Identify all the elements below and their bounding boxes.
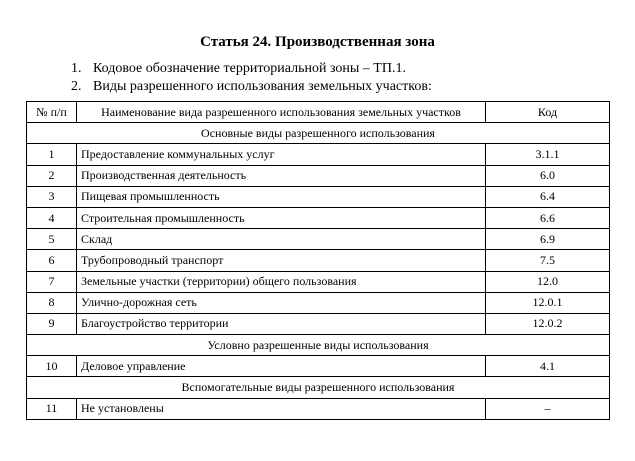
row-number: 5 — [27, 229, 77, 250]
section-title: Вспомогательные виды разрешенного использования — [27, 377, 610, 398]
list-item-text: Кодовое обозначение территориальной зоны – ТП.1. — [93, 61, 406, 76]
row-number: 10 — [27, 356, 77, 377]
table-row — [27, 250, 610, 271]
table-row — [27, 165, 610, 186]
table-row — [27, 186, 610, 207]
row-name: Предоставление коммунальных услуг — [77, 144, 486, 165]
row-name: Строительная промышленность — [77, 207, 486, 228]
row-code: – — [486, 398, 610, 419]
land-use-table — [26, 101, 610, 420]
table-row — [27, 292, 610, 313]
section-row — [27, 335, 610, 356]
row-code: 3.1.1 — [486, 144, 610, 165]
row-number: 11 — [27, 398, 77, 419]
row-number: 1 — [27, 144, 77, 165]
row-name: Улично-дорожная сеть — [77, 292, 486, 313]
row-name: Трубопроводный транспорт — [77, 250, 486, 271]
table-header-row — [27, 102, 610, 123]
row-code: 4.1 — [486, 356, 610, 377]
table-row — [27, 398, 610, 419]
list-item-number: 1. — [71, 61, 82, 76]
row-number: 3 — [27, 186, 77, 207]
section-title: Условно разрешенные виды использования — [27, 335, 610, 356]
row-code: 6.0 — [486, 165, 610, 186]
row-code: 7.5 — [486, 250, 610, 271]
section-row — [27, 377, 610, 398]
row-code: 6.6 — [486, 207, 610, 228]
header-code: Код — [486, 102, 610, 123]
row-number: 4 — [27, 207, 77, 228]
row-code: 6.9 — [486, 229, 610, 250]
row-name: Не установлены — [77, 398, 486, 419]
row-code: 12.0 — [486, 271, 610, 292]
list-item-number: 2. — [71, 79, 82, 94]
header-name: Наименование вида разрешенного использования земельных участков — [77, 102, 486, 123]
row-code: 12.0.1 — [486, 292, 610, 313]
row-code: 6.4 — [486, 186, 610, 207]
table-row — [27, 229, 610, 250]
article-title: Статья 24. Производственная зона — [200, 34, 435, 50]
row-name: Производственная деятельность — [77, 165, 486, 186]
row-number: 6 — [27, 250, 77, 271]
intro-list — [71, 60, 432, 96]
row-number: 7 — [27, 271, 77, 292]
table-row — [27, 356, 610, 377]
section-title: Основные виды разрешенного использования — [27, 123, 610, 144]
list-item — [71, 78, 432, 96]
row-name: Склад — [77, 229, 486, 250]
row-number: 2 — [27, 165, 77, 186]
table-row — [27, 271, 610, 292]
header-num: № п/п — [27, 102, 77, 123]
row-number: 9 — [27, 313, 77, 334]
table-row — [27, 313, 610, 334]
table-body — [27, 123, 610, 420]
section-row — [27, 123, 610, 144]
table-row — [27, 144, 610, 165]
row-name: Земельные участки (территории) общего пользования — [77, 271, 486, 292]
row-code: 12.0.2 — [486, 313, 610, 334]
list-item — [71, 60, 432, 78]
list-item-text: Виды разрешенного использования земельных участков: — [93, 79, 432, 94]
row-number: 8 — [27, 292, 77, 313]
row-name: Благоустройство территории — [77, 313, 486, 334]
table-row — [27, 207, 610, 228]
row-name: Пищевая промышленность — [77, 186, 486, 207]
row-name: Деловое управление — [77, 356, 486, 377]
